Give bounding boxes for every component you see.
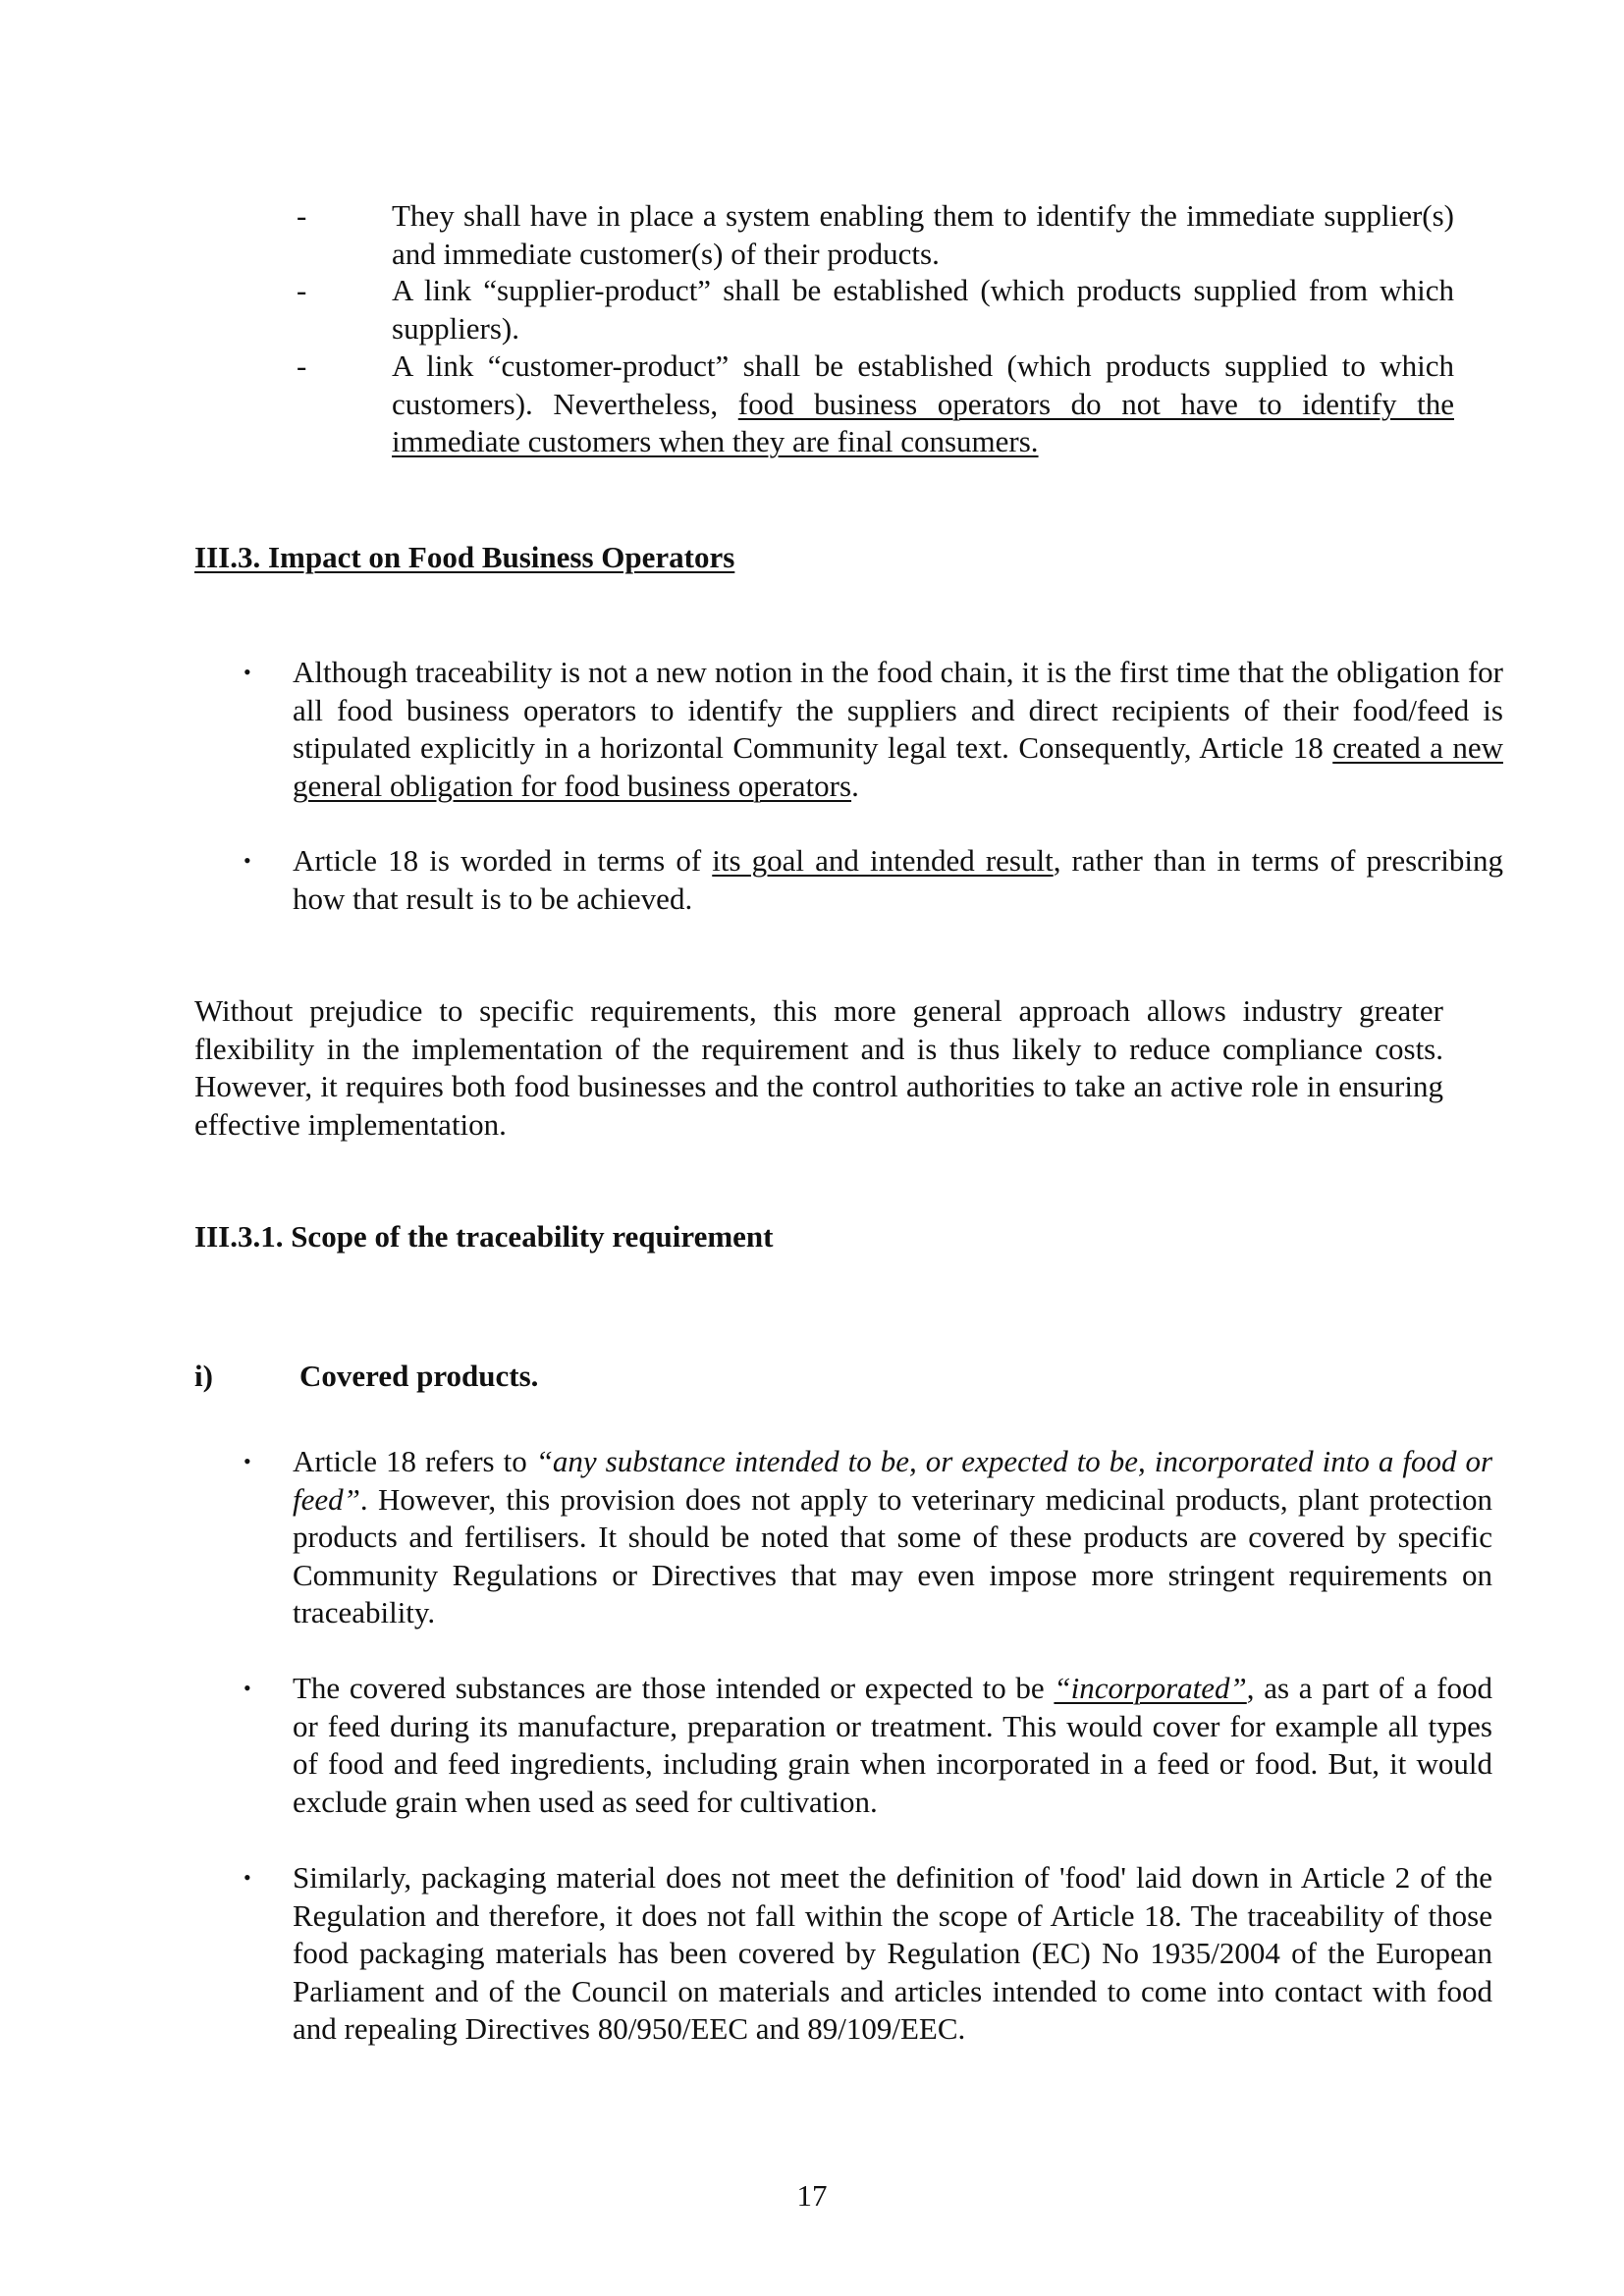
bullet-item-text [293,1670,1492,1821]
dash-item-text [392,197,1454,273]
page-number: 17 [796,2178,828,2213]
bullet-item-text [293,654,1503,805]
bullet-marker: • [244,1449,251,1473]
bullet-item-text [293,1443,1492,1632]
item-heading: Covered products. [299,1359,539,1393]
dash-marker: - [297,348,307,383]
dash-item-text [392,272,1454,347]
section-heading: III.3. Impact on Food Business Operators [194,540,735,574]
bullet-marker: • [244,1676,251,1700]
bullet-marker: • [244,1865,251,1890]
item-label: i) [194,1359,213,1393]
text-run: . [851,768,859,803]
text-run: “any substance intended to be, or expected to be, incorporated into a food or feed” [293,1444,1493,1517]
text-run: . However, this provision does not apply to veterinary medicinal products, plant protection products and fertilisers. It should be noted that some of these products are covered by specific Community Regulations or Directives that may even impose more stringent requirements on traceability. [293,1481,1492,1629]
dash-marker: - [297,198,307,233]
text-run: Article 18 is worded in terms of [293,843,713,878]
text-run: A link “customer-product” shall be established (which products supplied to which customers). Nevertheless, [392,348,1454,421]
dash-marker: - [297,273,307,307]
text-run: Similarly, packaging material does not meet the definition of 'food' laid down in Article 2 of the Regulation and therefore, it does not fall within the scope of Article 18. The traceability of those food packaging materials has been covered by Regulation (EC) No 1935/2004 of the European Parliament and of the Council on materials and articles intended to come into contact with food and repealing Directives 80/950/EEC and 89/109/EEC. [293,1860,1492,2046]
bullet-marker: • [244,848,251,873]
text-run: food business operators do not have to identify the immediate customers when they are final consumers. [392,386,1454,458]
text-run: Article 18 refers to [293,1444,536,1478]
bullet-item-text [293,842,1503,918]
text-run: , as a part of a food or feed during its manufacture, preparation or treatment. This would cover for example all types of food and feed ingredients, including grain when incorporated in a feed or food. But, it would exclude grain when used as seed for cultivation. [293,1671,1492,1819]
subsection-heading: III.3.1. Scope of the traceability requirement [194,1219,774,1254]
text-run: They shall have in place a system enabling them to identify the immediate supplier(s) and immediate customer(s) of their products. [392,198,1454,271]
text-run: created a new general obligation for food business operators [293,730,1503,803]
text-run: its goal and intended result [712,843,1054,878]
body-paragraph: Without prejudice to specific requirements, this more general approach allows industry greater flexibility in the implementation of the requirement and is thus likely to reduce compliance costs. However, it requires both food businesses and the control authorities to take an active role in ensuring effective implementation. [194,993,1443,1142]
text-run: “incorporated” [1054,1671,1247,1705]
bullet-item-text [293,1859,1492,2049]
text-run: A link “supplier-product” shall be established (which products supplied from which suppliers). [392,273,1454,346]
text-run: The covered substances are those intended or expected to be [293,1671,1055,1705]
text-run: Although traceability is not a new notion in the food chain, it is the first time that the obligation for all food business operators to identify the suppliers and direct recipients of their food/feed is stipulated explicitly in a horizontal Community legal text. Consequently, Article 18 [293,655,1503,765]
text-run: , rather than in terms of prescribing how that result is to be achieved. [293,843,1503,916]
bullet-marker: • [244,660,251,684]
dash-item-text [392,347,1454,461]
